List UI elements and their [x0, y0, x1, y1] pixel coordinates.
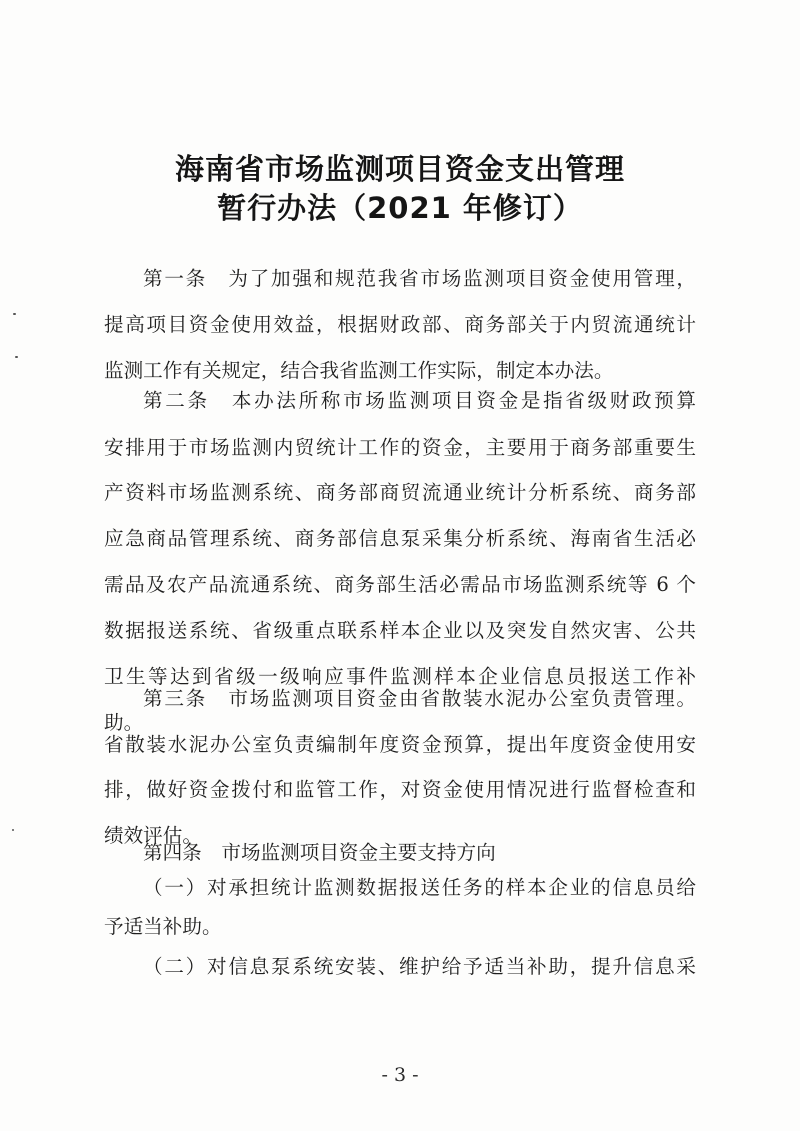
article-4-item-1-line-2: 予适当补助。: [104, 915, 222, 938]
article-3-line-1: 第三条 市场监测项目资金由省散装水泥办公室负责管理。: [143, 687, 696, 710]
article-1-line-3: 监测工作有关规定，结合我省监测工作实际，制定本办法。: [104, 359, 614, 382]
article-2-line-5: 需品及农产品流通系统、商务部生活必需品市场监测系统等 6 个: [104, 573, 696, 596]
article-2-line-2: 安排用于市场监测内贸统计工作的资金，主要用于商务部重要生: [104, 436, 696, 459]
article-2-line-1: 第二条 本办法所称市场监测项目资金是指省级财政预算: [143, 389, 696, 412]
scan-speck: [15, 356, 18, 358]
scan-speck: [12, 829, 14, 831]
article-2-line-6: 数据报送系统、省级重点联系样本企业以及突发自然灾害、公共: [104, 619, 696, 642]
document-title-line1: 海南省市场监测项目资金支出管理: [174, 152, 625, 186]
article-3-line-2: 省散装水泥办公室负责编制年度资金预算，提出年度资金使用安: [104, 733, 696, 756]
article-2-line-3: 产资料市场监测系统、商务部商贸流通业统计分析系统、商务部: [104, 481, 696, 504]
article-2-line-4: 应急商品管理系统、商务部信息泵采集分析系统、海南省生活必: [104, 527, 696, 550]
article-1-line-1: 第一条 为了加强和规范我省市场监测项目资金使用管理，: [143, 267, 696, 290]
article-3-line-3: 排，做好资金拨付和监管工作，对资金使用情况进行监督检查和: [104, 778, 696, 801]
article-1-line-2: 提高项目资金使用效益，根据财政部、商务部关于内贸流通统计: [104, 313, 696, 336]
article-4-item-2-line-1: （二）对信息泵系统安装、维护给予适当补助，提升信息采: [143, 955, 696, 978]
article-2-line-8: 助。: [104, 711, 144, 734]
page-number: - 3 -: [381, 1064, 419, 1086]
article-2-line-7: 卫生等达到省级一级响应事件监测样本企业信息员报送工作补: [104, 665, 696, 688]
scan-speck: [13, 313, 16, 315]
article-4-item-1-line-1: （一）对承担统计监测数据报送任务的样本企业的信息员给: [143, 876, 696, 899]
article-3-line-4: 绩效评估。: [104, 824, 202, 847]
article-4-heading: 第四条 市场监测项目资金主要支持方向: [143, 841, 496, 864]
document-title-line2: 暂行办法（2021 年修订）: [217, 191, 583, 225]
